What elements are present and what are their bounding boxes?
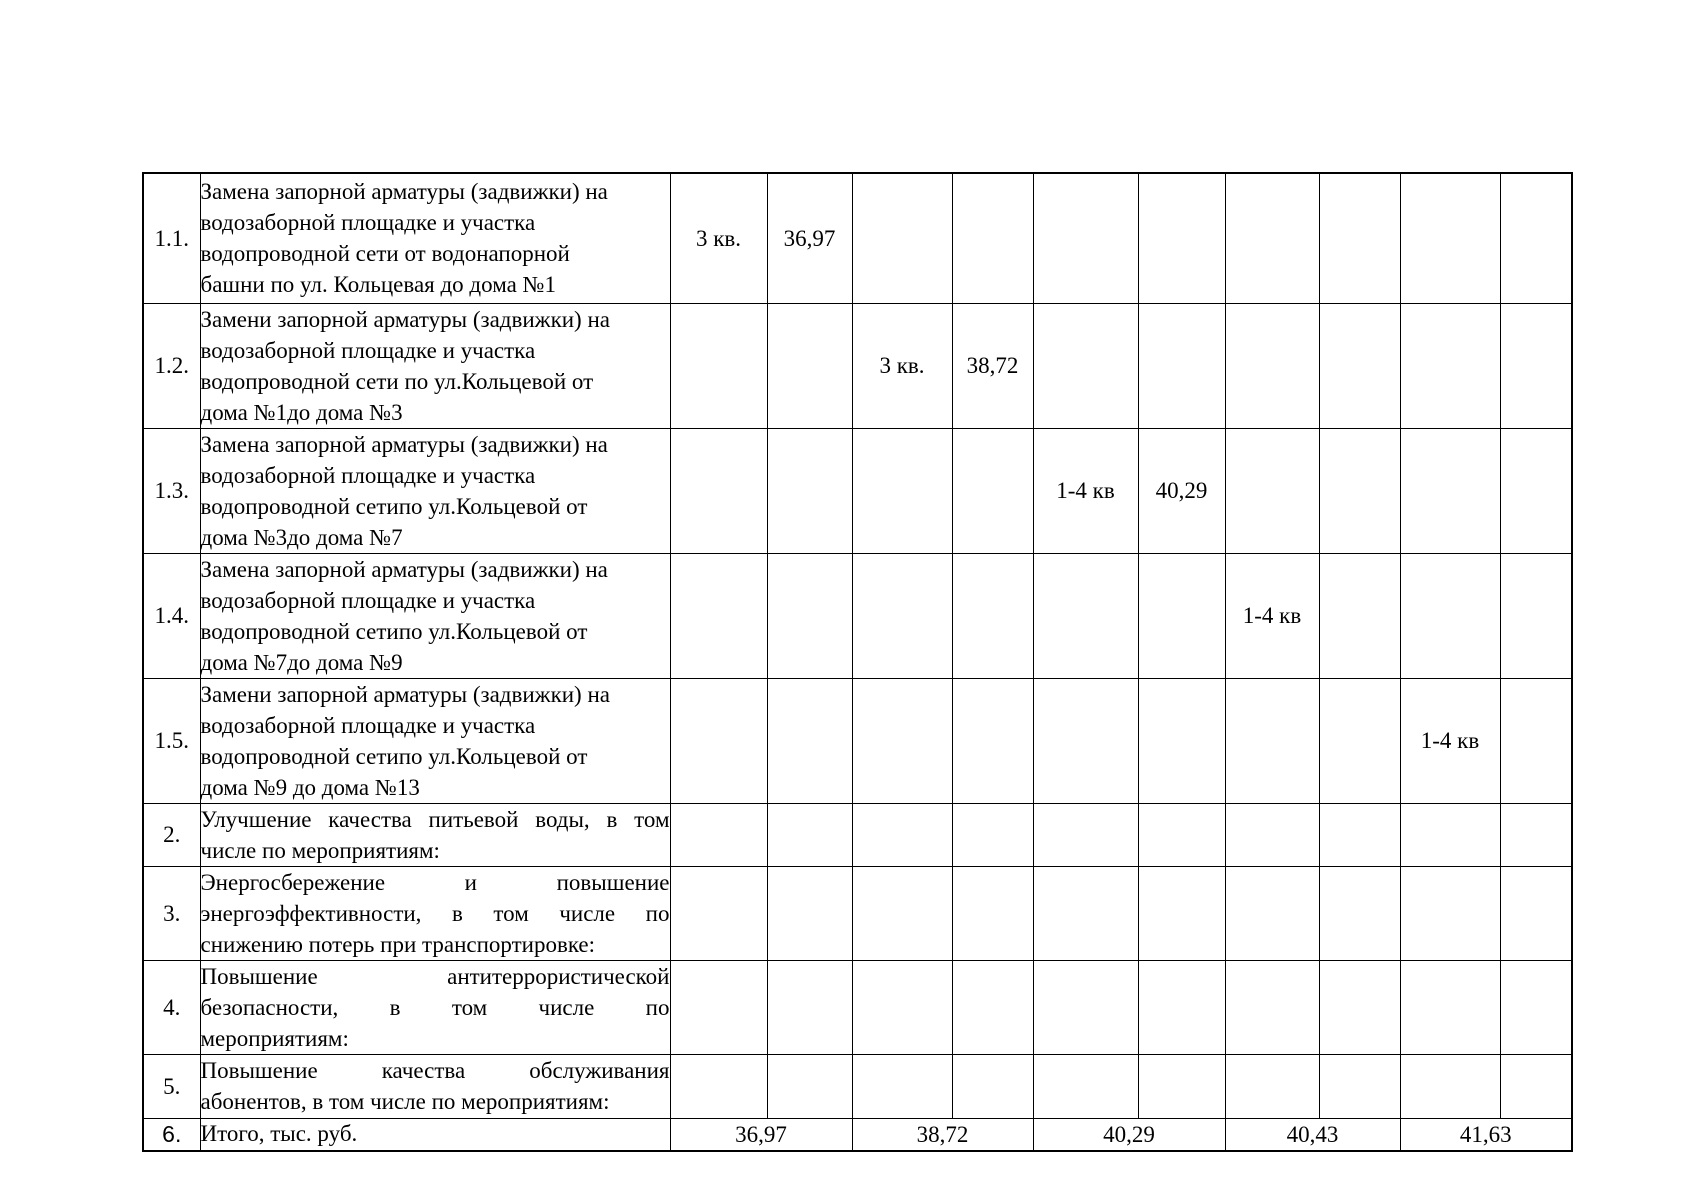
description-line: водозаборной площадке и участка — [200, 210, 536, 236]
row-description — [200, 803, 670, 866]
table-row — [143, 678, 1572, 803]
description-line: Замени запорной арматуры (задвижки) на — [200, 306, 610, 332]
total-value: 36,97 — [670, 1118, 852, 1151]
row-description — [200, 173, 670, 303]
period-cell — [852, 678, 952, 803]
description-line: Энергосбережение и повышение — [200, 869, 670, 895]
description-line: Замена запорной арматуры (задвижки) на — [200, 431, 608, 457]
cost-cell — [1138, 803, 1225, 866]
total-row — [143, 1118, 1572, 1151]
cost-cell — [1319, 1054, 1400, 1118]
period-cell — [1225, 1054, 1319, 1118]
period-cell — [1033, 173, 1138, 303]
total-value: 41,63 — [1400, 1118, 1572, 1151]
period-cell — [852, 1054, 952, 1118]
description-line: Улучшение качества питьевой воды, в том — [200, 806, 670, 832]
table-row — [143, 960, 1572, 1054]
cost-cell — [1500, 553, 1572, 678]
cost-cell — [1138, 173, 1225, 303]
cost-cell — [1319, 866, 1400, 960]
period-cell — [852, 866, 952, 960]
description-line: дома №7до дома №9 — [200, 649, 403, 675]
table-row — [143, 866, 1572, 960]
cost-cell — [952, 428, 1033, 553]
period-cell — [1400, 960, 1500, 1054]
cost-cell — [1319, 803, 1400, 866]
period-cell — [670, 428, 767, 553]
period-cell: 1-4 кв — [1400, 678, 1500, 803]
cost-cell — [1500, 960, 1572, 1054]
table-row — [143, 173, 1572, 303]
period-cell — [1400, 173, 1500, 303]
description-line: числе по мероприятиям: — [200, 837, 440, 863]
cost-cell — [1500, 173, 1572, 303]
period-cell — [1225, 960, 1319, 1054]
description-line: дома №1до дома №3 — [200, 399, 403, 425]
period-cell: 3 кв. — [852, 303, 952, 428]
row-number: 3. — [143, 866, 200, 960]
row-description — [200, 960, 670, 1054]
period-cell — [1225, 866, 1319, 960]
total-value: 40,43 — [1225, 1118, 1400, 1151]
cost-cell — [1138, 303, 1225, 428]
period-cell: 1-4 кв — [1033, 428, 1138, 553]
cost-cell — [952, 678, 1033, 803]
cost-cell: 40,29 — [1138, 428, 1225, 553]
cost-cell — [767, 428, 852, 553]
period-cell — [1033, 960, 1138, 1054]
period-cell — [1033, 866, 1138, 960]
cost-cell — [1138, 553, 1225, 678]
cost-cell — [767, 303, 852, 428]
description-line: водопроводной сети по ул.Кольцевой от — [200, 368, 594, 394]
row-description — [200, 866, 670, 960]
cost-cell — [1319, 173, 1400, 303]
cost-cell — [1500, 428, 1572, 553]
period-cell — [1225, 428, 1319, 553]
period-cell — [670, 1054, 767, 1118]
table-row — [143, 553, 1572, 678]
row-description — [200, 553, 670, 678]
cost-cell — [1138, 678, 1225, 803]
row-description — [200, 303, 670, 428]
period-cell — [1033, 553, 1138, 678]
cost-cell — [952, 553, 1033, 678]
cost-cell: 38,72 — [952, 303, 1033, 428]
period-cell — [670, 960, 767, 1054]
cost-cell — [1500, 803, 1572, 866]
cost-cell — [952, 173, 1033, 303]
period-cell — [1225, 803, 1319, 866]
description-line: водопроводной сети от водонапорной — [200, 241, 570, 267]
row-number: 1.4. — [143, 553, 200, 678]
description-line: водозаборной площадке и участка — [200, 587, 536, 613]
row-number: 1.5. — [143, 678, 200, 803]
row-number: 4. — [143, 960, 200, 1054]
row-number: 1.1. — [143, 173, 200, 303]
description-line: водопроводной сетипо ул.Кольцевой от — [200, 493, 588, 519]
cost-cell — [952, 803, 1033, 866]
description-line: Замена запорной арматуры (задвижки) на — [200, 556, 608, 582]
cost-cell — [767, 866, 852, 960]
table-row — [143, 803, 1572, 866]
description-line: энергоэффективности, в том числе по — [200, 900, 670, 926]
table-row — [143, 303, 1572, 428]
cost-cell — [767, 1054, 852, 1118]
period-cell — [1033, 1054, 1138, 1118]
total-label: Итого, тыс. руб. — [200, 1118, 670, 1151]
period-cell — [1225, 678, 1319, 803]
period-cell — [852, 553, 952, 678]
description-line: водопроводной сетипо ул.Кольцевой от — [200, 618, 588, 644]
period-cell — [1033, 303, 1138, 428]
row-description — [200, 1054, 670, 1118]
investment-schedule-table — [142, 172, 1573, 1152]
total-value: 38,72 — [852, 1118, 1033, 1151]
description-line: Повышение качества обслуживания — [200, 1058, 670, 1083]
period-cell — [670, 866, 767, 960]
cost-cell — [1500, 1054, 1572, 1118]
cost-cell — [767, 553, 852, 678]
table-body — [143, 173, 1572, 1151]
cost-cell — [952, 866, 1033, 960]
cost-cell: 36,97 — [767, 173, 852, 303]
row-description — [200, 428, 670, 553]
description-line: Замена запорной арматуры (задвижки) на — [200, 179, 608, 205]
cost-cell — [1500, 866, 1572, 960]
cost-cell — [952, 960, 1033, 1054]
cost-cell — [1138, 960, 1225, 1054]
cost-cell — [1319, 553, 1400, 678]
period-cell — [1033, 678, 1138, 803]
cost-cell — [1319, 678, 1400, 803]
cost-cell — [1500, 303, 1572, 428]
period-cell — [1225, 303, 1319, 428]
row-description — [200, 678, 670, 803]
period-cell — [670, 803, 767, 866]
period-cell: 1-4 кв — [1225, 553, 1319, 678]
description-line: Замени запорной арматуры (задвижки) на — [200, 681, 610, 707]
description-line: мероприятиям: — [200, 1025, 349, 1051]
cost-cell — [767, 678, 852, 803]
period-cell — [1400, 428, 1500, 553]
period-cell — [1400, 803, 1500, 866]
description-line: водозаборной площадке и участка — [200, 712, 536, 738]
cost-cell — [1500, 678, 1572, 803]
cost-cell — [767, 803, 852, 866]
description-line: безопасности, в том числе по — [200, 994, 670, 1020]
period-cell — [1400, 303, 1500, 428]
row-number: 1.3. — [143, 428, 200, 553]
table-row — [143, 1054, 1572, 1118]
row-number: 1.2. — [143, 303, 200, 428]
period-cell — [852, 960, 952, 1054]
table-row — [143, 428, 1572, 553]
period-cell — [852, 428, 952, 553]
row-number: 5. — [143, 1054, 200, 1118]
cost-cell — [952, 1054, 1033, 1118]
cost-cell — [1138, 1054, 1225, 1118]
period-cell — [852, 173, 952, 303]
description-line: дома №9 до дома №13 — [200, 774, 420, 800]
row-number: 2. — [143, 803, 200, 866]
description-line: абонентов, в том числе по мероприятиям: — [200, 1089, 610, 1114]
period-cell — [1033, 803, 1138, 866]
period-cell — [1400, 1054, 1500, 1118]
cost-cell — [1138, 866, 1225, 960]
period-cell — [1225, 173, 1319, 303]
description-line: дома №3до дома №7 — [200, 524, 403, 550]
cost-cell — [1319, 303, 1400, 428]
period-cell — [1400, 553, 1500, 678]
description-line: водозаборной площадке и участка — [200, 337, 536, 363]
total-value: 40,29 — [1033, 1118, 1225, 1151]
period-cell — [670, 553, 767, 678]
description-line: Повышение антитеррористической — [200, 963, 670, 989]
description-line: башни по ул. Кольцевая до дома №1 — [200, 272, 557, 298]
description-line: водопроводной сетипо ул.Кольцевой от — [200, 743, 588, 769]
period-cell — [1400, 866, 1500, 960]
description-line: снижению потерь при транспортировке: — [200, 931, 596, 957]
cost-cell — [1319, 960, 1400, 1054]
total-row-number: 6. — [143, 1118, 200, 1151]
cost-cell — [767, 960, 852, 1054]
period-cell — [670, 678, 767, 803]
cost-cell — [1319, 428, 1400, 553]
period-cell: 3 кв. — [670, 173, 767, 303]
period-cell — [670, 303, 767, 428]
period-cell — [852, 803, 952, 866]
description-line: водозаборной площадке и участка — [200, 462, 536, 488]
